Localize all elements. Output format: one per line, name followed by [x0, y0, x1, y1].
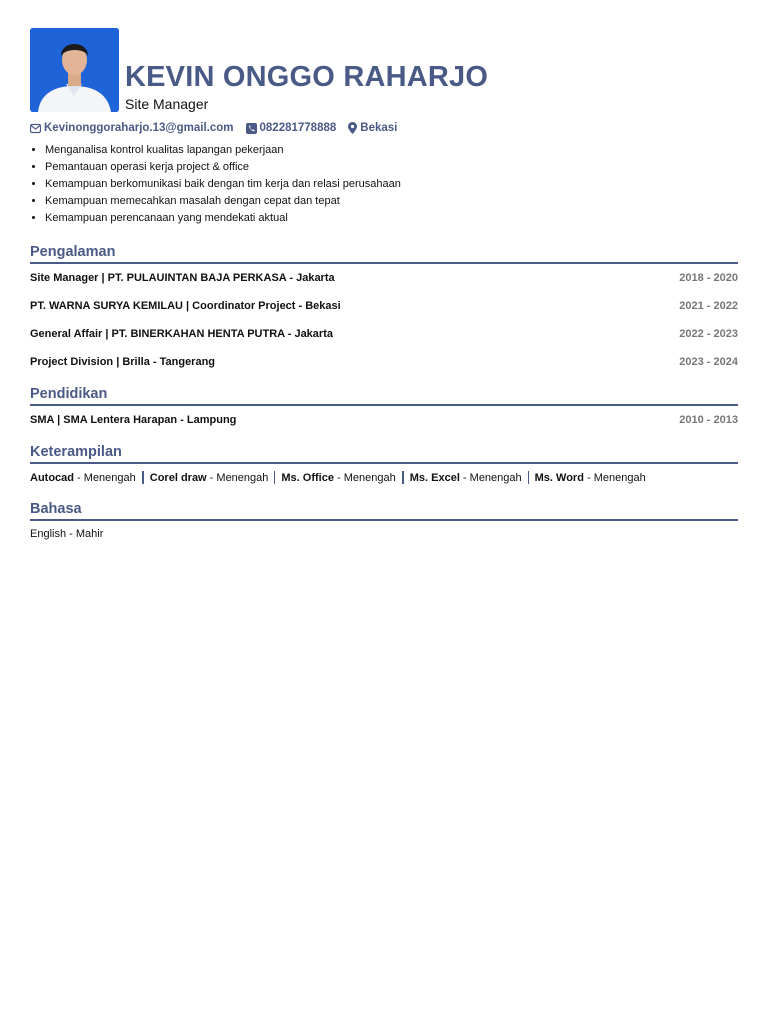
skill-item	[30, 472, 136, 484]
experience-role: General Affair | PT. BINERKAHAN HENTA PUTRA - Jakarta	[30, 328, 333, 340]
phone-icon	[246, 123, 257, 134]
skill-divider	[528, 471, 529, 484]
contact-location-text: Bekasi	[360, 122, 398, 134]
resume-header	[30, 28, 738, 112]
candidate-name: KEVIN ONGGO RAHARJO	[125, 61, 489, 93]
skills-section	[30, 443, 738, 484]
skill-level: - Menengah	[206, 471, 269, 484]
skill-name: Ms. Word	[534, 471, 584, 484]
summary-list	[30, 142, 738, 227]
skill-name: Corel draw	[149, 471, 207, 484]
profile-photo	[30, 28, 119, 112]
resume-page	[30, 28, 738, 540]
experience-period: 2018 - 2020	[679, 272, 738, 284]
skill-level: - Menengah	[74, 471, 136, 484]
list-item: • Kemampuan perencanaan yang mendekati aktual	[45, 210, 738, 227]
section-title: Keterampilan	[30, 443, 738, 464]
candidate-title: Site Manager	[125, 96, 209, 112]
skills-list	[30, 471, 738, 484]
skill-level: - Menengah	[333, 471, 396, 484]
list-item: • Pemantauan operasi kerja project & office	[45, 159, 738, 176]
list-item: • Kemampuan memecahkan masalah dengan cepat dan tepat	[45, 193, 738, 210]
skill-name: Ms. Office	[281, 471, 334, 484]
contact-phone[interactable]	[246, 122, 337, 134]
skill-item	[535, 472, 646, 484]
skill-divider	[402, 471, 404, 484]
education-section	[30, 385, 738, 427]
skill-name: Ms. Excel	[409, 471, 460, 484]
map-pin-icon	[348, 122, 357, 134]
experience-row	[30, 355, 738, 369]
list-item: • Menganalisa kontrol kualitas lapangan pekerjaan	[45, 142, 738, 159]
section-title: Pendidikan	[30, 385, 738, 406]
experience-row	[30, 271, 738, 285]
education-row	[30, 413, 738, 427]
languages-section	[30, 500, 738, 540]
skill-level: - Menengah	[459, 471, 522, 484]
skill-divider	[274, 471, 275, 484]
experience-role: Project Division | Brilla - Tangerang	[30, 356, 216, 368]
education-period: 2010 - 2013	[679, 414, 738, 426]
language-item: English - Mahir	[30, 528, 104, 540]
experience-row	[30, 299, 738, 313]
list-item: • Kemampuan berkomunikasi baik dengan tim kerja dan relasi perusahaan	[45, 176, 738, 193]
experience-period: 2022 - 2023	[679, 328, 738, 340]
experience-period: 2021 - 2022	[679, 300, 738, 312]
section-title: Pengalaman	[30, 243, 738, 264]
education-school: SMA | SMA Lentera Harapan - Lampung	[30, 414, 237, 426]
skill-name: Autocad	[30, 471, 74, 484]
contact-email[interactable]	[30, 122, 234, 134]
contact-bar	[30, 120, 738, 136]
skill-item	[150, 472, 269, 484]
experience-section	[30, 243, 738, 369]
skill-item	[281, 472, 395, 484]
contact-location	[348, 122, 397, 134]
experience-period: 2023 - 2024	[679, 356, 738, 368]
section-title: Bahasa	[30, 500, 738, 521]
skill-level: - Menengah	[583, 471, 646, 484]
skill-divider	[142, 471, 144, 484]
contact-email-text: Kevinonggoraharjo.13@gmail.com	[44, 122, 234, 134]
experience-role: Site Manager | PT. PULAUINTAN BAJA PERKASA - Jakarta	[30, 272, 335, 284]
profile-photo-image	[30, 28, 119, 112]
envelope-icon	[30, 123, 41, 134]
experience-role: PT. WARNA SURYA KEMILAU | Coordinator Project - Bekasi	[30, 300, 341, 312]
contact-phone-text: 082281778888	[259, 122, 337, 134]
skill-item	[410, 472, 522, 484]
experience-row	[30, 327, 738, 341]
